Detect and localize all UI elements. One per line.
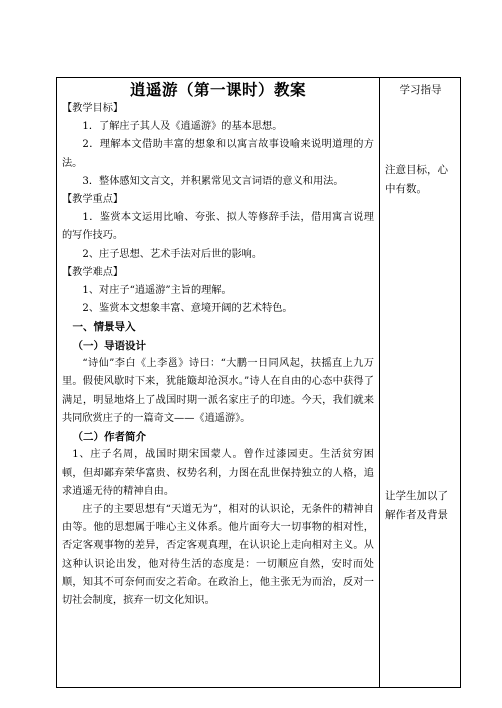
lesson-plan-table — [56, 77, 461, 688]
subheading-intro-design: （一）导语设计 — [72, 339, 146, 352]
section-head-key-points: 【教学重点】 — [62, 194, 124, 206]
subheading-author: （二）作者简介 — [72, 431, 146, 444]
intro-paragraph: “诗仙”李白《上李邕》诗曰：“大鹏一日同风起，扶摇直上九万里。假使风歇时下来，犹能簸却沧溟水。”诗人在自由的心态中获得了满足，明显地烙上了战国时期一派名家庄子的印迹。今天，我们就来共同欣赏庄子的一篇奇文——《逍遥游》。 — [62, 358, 374, 424]
side-column-title: 学习指导 — [399, 84, 442, 96]
side-column — [380, 78, 460, 687]
goal-item-3: 3．整体感知文言文，并积累常见文言词语的意义和用法。 — [82, 175, 344, 187]
difficulty-2: 2、鉴赏本文想象丰富、意境开阔的艺术特色。 — [82, 303, 293, 315]
author-paragraph-2: 庄子的主要思想有“天道无为”，相对的认识论，无条件的精神自由等。他的思想属于唯心主义体系。他片面夸大一切事物的相对性，否定客观事物的差异，否定客观真理，在认识论上走向相对主义。从这种认识论出发，他对待生活的态度是：一切顺应自然，安时而处顺，知其不可奈何而安之若命。在政治上，他主张无为而治，反对一切社会制度，摈弃一切文化知识。 — [62, 504, 374, 607]
section-head-difficulties: 【教学难点】 — [62, 266, 124, 278]
author-paragraph-1: 1、庄子名周，战国时期宋国蒙人。曾作过漆园吏。生活贫穷困顿，但却鄙弃荣华富贵、权势名利，力图在乱世保持独立的人格，追求逍遥无待的精神自由。 — [62, 449, 374, 497]
goal-item-2: 2．理解本文借助丰富的想象和以寓言故事设喻来说明道理的方法。 — [62, 139, 374, 169]
side-note-goals: 注意目标，心中有数。 — [385, 164, 448, 195]
key-point-1: 1．鉴赏本文运用比喻、夸张、拟人等修辞手法，借用寓言说理的写作技巧。 — [62, 212, 374, 242]
key-point-2: 2、庄子思想、艺术手法对后世的影响。 — [82, 248, 263, 260]
page-title: 逍遥游（第一课时）教案 — [129, 81, 306, 99]
difficulty-1: 1、对庄子“逍遥游”主旨的理解。 — [82, 285, 232, 297]
goal-item-1: 1．了解庄子其人及《逍遥游》的基本思想。 — [82, 121, 283, 133]
heading-scene-intro: 一、情景导入 — [72, 321, 136, 334]
main-column — [57, 78, 379, 687]
section-head-goals: 【教学目标】 — [62, 103, 124, 114]
side-note-author: 让学生加以了解作者及背景 — [385, 490, 448, 521]
